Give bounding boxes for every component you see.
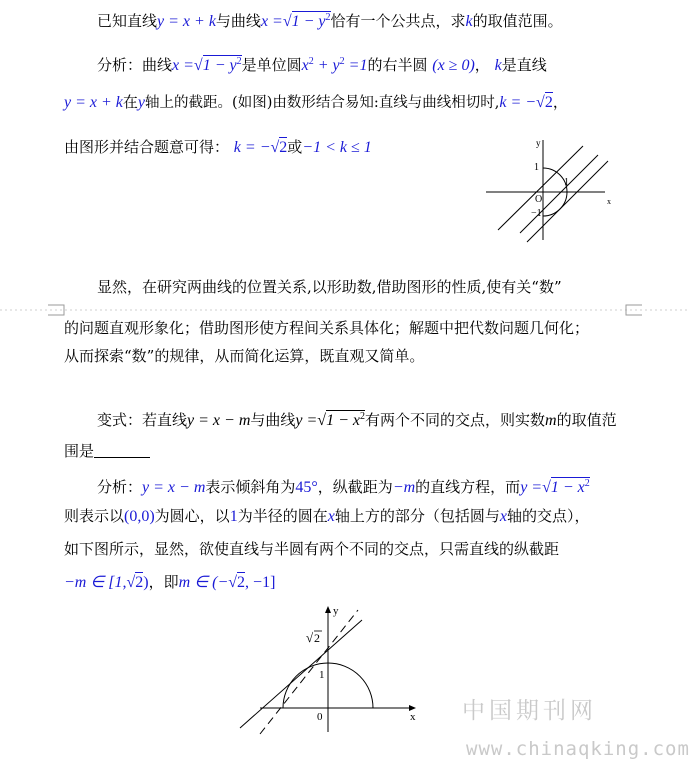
label-x: x xyxy=(607,197,611,206)
y-arrow xyxy=(325,606,331,613)
text: 则表示以 xyxy=(64,507,125,525)
answer: k = − xyxy=(233,139,271,156)
rad xyxy=(203,55,242,74)
label-1: 1 xyxy=(319,669,325,681)
label-y: y xyxy=(333,605,339,617)
text: ， xyxy=(474,56,490,74)
text: 的直线方程，而 xyxy=(415,478,521,496)
label-sqrt2-sign: √ xyxy=(306,630,314,645)
p2-line2 xyxy=(64,439,150,463)
var-k: k xyxy=(465,13,473,30)
bracket: , −1] xyxy=(245,574,276,591)
text: 为圆心，以 xyxy=(154,507,230,525)
text: 的右半圆 xyxy=(367,56,428,74)
eq: y = xyxy=(520,479,543,496)
text: 轴上的截距。(如图)由数形结合易知:直线与曲线相切时, xyxy=(145,95,500,111)
p2-line1 xyxy=(97,405,617,429)
exp: 2 xyxy=(339,56,345,67)
exp: 2 xyxy=(359,411,365,422)
text: 为半径的圆在 xyxy=(237,507,328,525)
angle: 45° xyxy=(295,479,318,496)
neg-m: −m xyxy=(392,479,416,496)
figure-2 xyxy=(230,600,430,740)
text: 恰有一个公共点，求 xyxy=(330,12,466,30)
eq: k = − xyxy=(499,94,537,111)
sqrt-sign: √ xyxy=(536,94,545,111)
text: 的取值范 xyxy=(556,411,617,429)
answer-range: −1 < k ≤ 1 xyxy=(302,139,372,156)
label-1-axis: 1 xyxy=(534,162,539,173)
rad: 2 xyxy=(237,574,246,591)
exp: 2 xyxy=(236,56,242,67)
t: x xyxy=(301,57,309,74)
p1-line4 xyxy=(64,135,372,159)
sqrt-sign: √ xyxy=(270,139,280,156)
exp: 2 xyxy=(584,478,590,489)
rad-text: 1 − x xyxy=(550,479,585,496)
text: 的取值范围。 xyxy=(472,12,563,30)
sqrt-sign: √ xyxy=(317,412,327,429)
exp: 2 xyxy=(308,56,314,67)
text: 是单位圆 xyxy=(241,56,302,74)
text: 或 xyxy=(287,138,303,156)
eq: x = xyxy=(172,57,194,74)
var-k: k xyxy=(494,57,502,74)
text: 表示倾斜角为 xyxy=(205,478,296,496)
label-sqrt2: 2 xyxy=(314,631,320,645)
eq-line: y = x + k xyxy=(157,13,216,30)
text: 已知直线 xyxy=(97,12,158,30)
label-y: y xyxy=(536,138,541,148)
t: =1 xyxy=(344,57,368,74)
var-x: x xyxy=(499,508,507,525)
eq-circle xyxy=(302,57,368,74)
eq-line: y = x + k xyxy=(64,94,123,111)
rad-text: 1 − x xyxy=(326,412,360,429)
origin: (0,0) xyxy=(124,508,155,525)
sqrt-sign: √ xyxy=(282,13,292,30)
text: 轴的交点）， xyxy=(506,507,590,525)
rad-text: 1 − y xyxy=(202,57,237,74)
label-x: x xyxy=(410,711,416,723)
exp: 2 xyxy=(325,12,331,23)
eq-curve-rad xyxy=(292,11,331,30)
rad xyxy=(326,410,365,429)
text: ，即 xyxy=(148,573,179,591)
p2-a2 xyxy=(64,504,589,528)
text: 有两个不同的交点，则实数 xyxy=(364,411,545,429)
p1-line1 xyxy=(97,6,563,30)
text: 变式：若直线 xyxy=(97,411,188,429)
text: 由图形并结合题意可得： xyxy=(64,138,230,156)
range: −m ∈ [1, xyxy=(64,574,127,591)
line-middle xyxy=(520,155,598,233)
label-origin: O xyxy=(535,194,543,205)
text: 围是 xyxy=(64,442,95,460)
watermark-url: www.chinaqking.com xyxy=(466,738,690,760)
range: m ∈ (− xyxy=(178,574,229,591)
sqrt-sign: √ xyxy=(126,574,136,591)
rad-text: 1 − y xyxy=(291,13,326,30)
figure-1 xyxy=(480,130,630,245)
p2-a1 xyxy=(97,472,590,496)
rad: 2 xyxy=(544,94,553,111)
text: ， xyxy=(552,93,568,111)
bracket: ) xyxy=(143,574,149,591)
t: + y xyxy=(313,57,340,74)
eq-line: y = x − m xyxy=(187,412,251,429)
p1-line2 xyxy=(97,50,547,74)
var-m: m xyxy=(545,412,557,429)
line-through-1 xyxy=(240,620,362,728)
remark-line2: 的问题直观形象化；借助图形使方程间关系具体化；解题中把代数问题几何化； xyxy=(64,319,590,337)
p1-line3 xyxy=(64,90,568,114)
text: ，纵截距为 xyxy=(317,478,393,496)
sqrt-sign: √ xyxy=(228,574,238,591)
text: 在 xyxy=(122,93,138,111)
text: 是直线 xyxy=(501,56,547,74)
text: 与曲线 xyxy=(215,12,261,30)
one: 1 xyxy=(229,508,238,525)
eq: y = xyxy=(295,412,318,429)
remark-line1: 显然，在研究两曲线的位置关系,以形助数,借助图形的性质,使有关“数” xyxy=(97,278,562,296)
text: 与曲线 xyxy=(250,411,296,429)
sqrt-sign: √ xyxy=(542,479,551,496)
p2-a3: 如下图所示，显然，欲使直线与半圆有两个不同的交点，只需直线的纵截距 xyxy=(64,540,560,558)
eq-curve-lhs: x = xyxy=(260,13,283,30)
answer-blank xyxy=(94,441,150,458)
label-0: 0 xyxy=(317,711,323,723)
rad: 2 xyxy=(279,139,288,156)
text: 轴上方的部分（包括圆与 xyxy=(334,507,500,525)
p2-a4 xyxy=(64,570,275,594)
eq-line: y = x − m xyxy=(142,479,206,496)
var-x: x xyxy=(327,508,335,525)
text: 分析： xyxy=(97,478,143,496)
sqrt-sign: √ xyxy=(193,57,203,74)
label-1-right: 1 xyxy=(564,177,569,188)
break-mark-right xyxy=(626,305,642,315)
eq-cond: (x ≥ 0) xyxy=(432,57,475,74)
remark-line3: 从而探索“数”的规律，从而简化运算，既直观又简单。 xyxy=(64,347,425,365)
watermark-cn: 中国期刊网 xyxy=(462,698,597,724)
var-y: y xyxy=(137,94,146,111)
label-neg1: −1 xyxy=(531,208,542,219)
tangent-line xyxy=(260,610,358,734)
rad xyxy=(551,477,590,496)
text: 分析：曲线 xyxy=(97,56,173,74)
rad: 2 xyxy=(135,574,144,591)
